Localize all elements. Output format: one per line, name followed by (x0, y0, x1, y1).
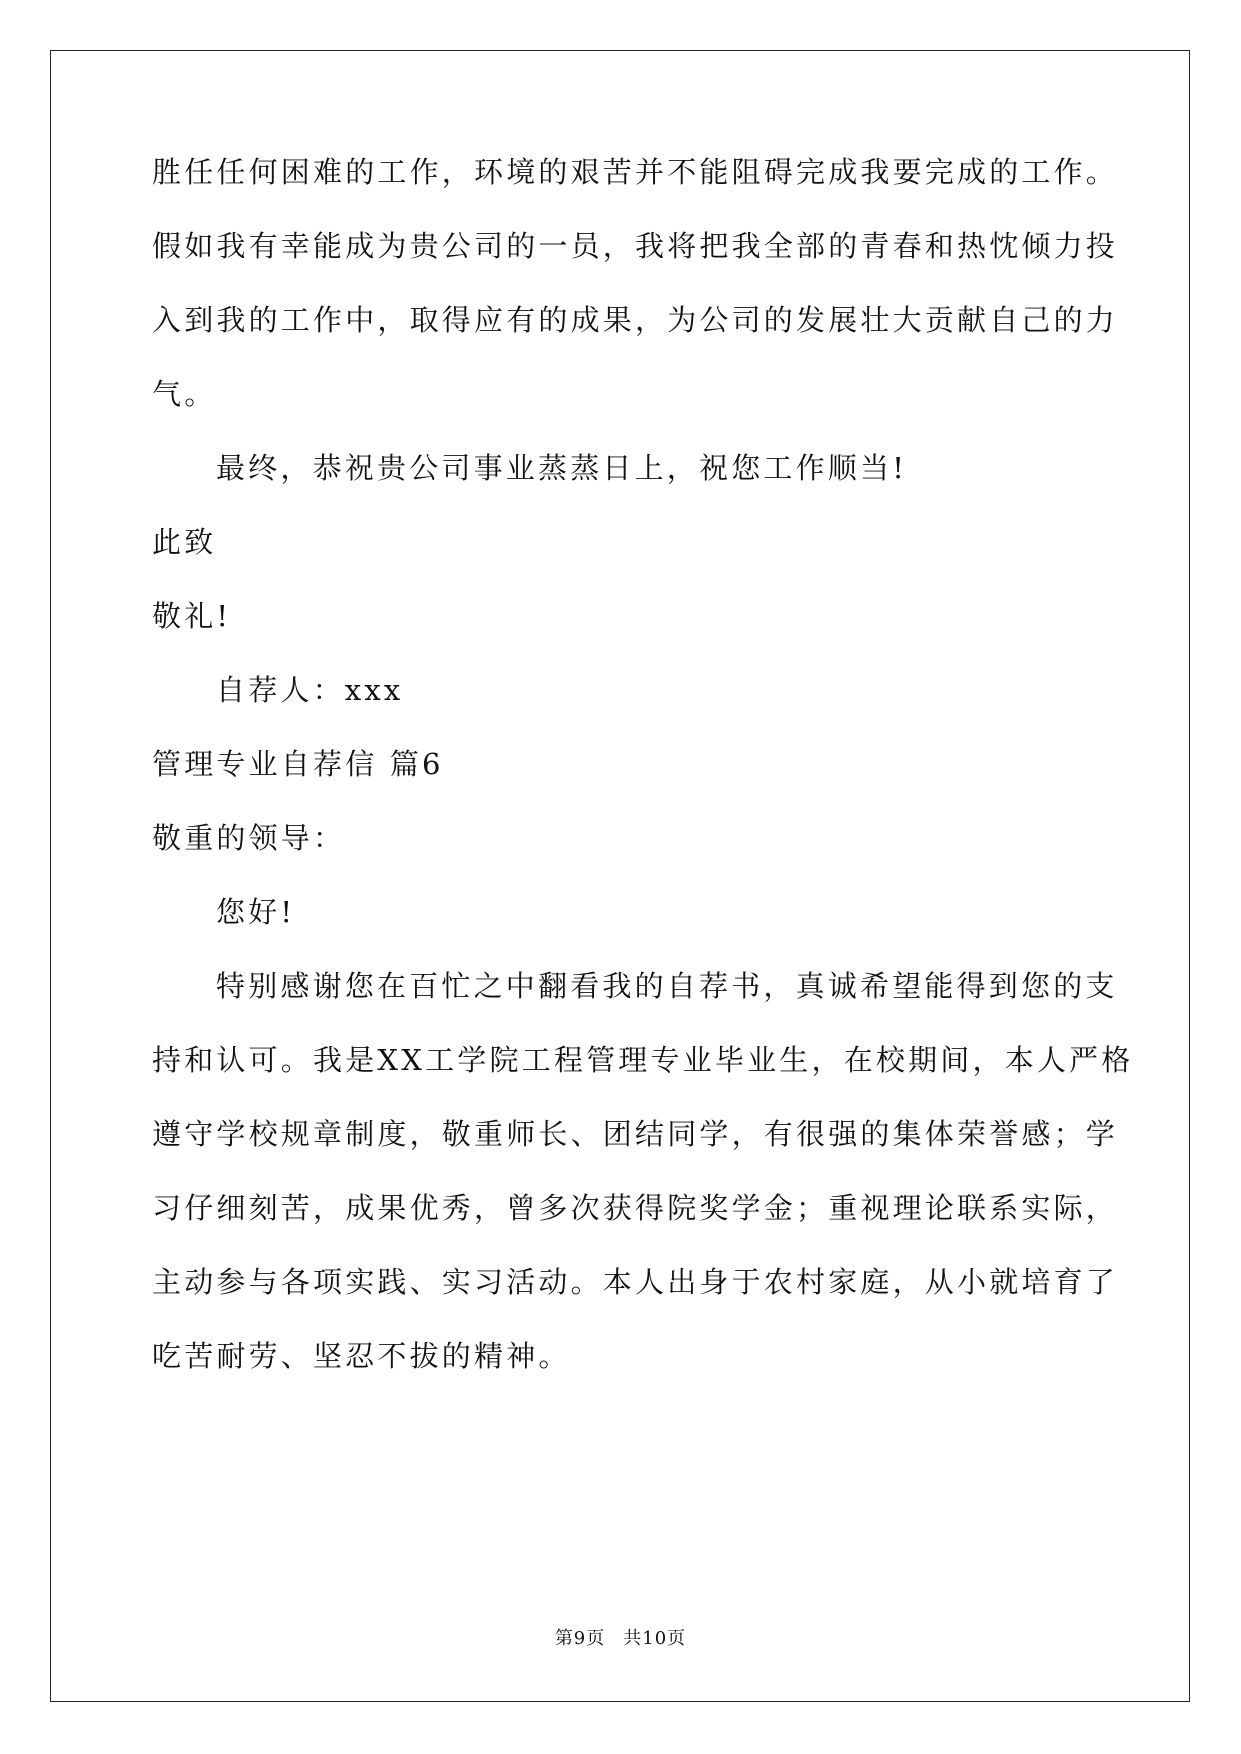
body-line-4: 气。 (152, 377, 217, 411)
body-line-10: 吃苦耐劳、坚忍不拔的精神。 (152, 1339, 571, 1373)
body-line-5: 特别感谢您在百忙之中翻看我的自荐书，真诚希望能得到您的支 (216, 969, 1118, 1003)
closing-wish: 最终，恭祝贵公司事业蒸蒸日上，祝您工作顺当! (216, 451, 908, 485)
greeting-recipient: 敬重的领导： (152, 821, 346, 855)
body-line-2: 假如我有幸能成为贵公司的一员，我将把我全部的青春和热忱倾力投 (152, 229, 1119, 263)
body-line-1: 胜任任何困难的工作，环境的艰苦并不能阻碍完成我要完成的工作。 (152, 155, 1119, 189)
page-total: 共10页 (623, 1628, 687, 1649)
body-line-9: 主动参与各项实践、实习活动。本人出身于农村家庭，从小就培育了 (152, 1265, 1119, 1299)
salutation-jing-li: 敬礼! (152, 599, 232, 633)
body-line-7: 遵守学校规章制度，敬重师长、团结同学，有很强的集体荣誉感；学 (152, 1117, 1119, 1151)
page-footer (0, 1628, 1241, 1650)
body-line-8: 习仔细刻苦，成果优秀，曾多次获得院奖学金；重视理论联系实际， (152, 1191, 1119, 1225)
section-heading: 管理专业自荐信 篇6 (152, 747, 444, 781)
page-number: 第9页 (554, 1628, 606, 1649)
signature-line: 自荐人：xxx (216, 673, 404, 707)
page-border (50, 50, 1190, 1702)
salutation-ci-zhi: 此致 (152, 525, 217, 559)
body-line-3: 入到我的工作中，取得应有的成果，为公司的发展壮大贡献自己的力 (152, 303, 1119, 337)
body-line-6: 持和认可。我是XX工学院工程管理专业毕业生，在校期间，本人严格 (152, 1043, 1134, 1077)
greeting-hello: 您好! (216, 895, 296, 929)
